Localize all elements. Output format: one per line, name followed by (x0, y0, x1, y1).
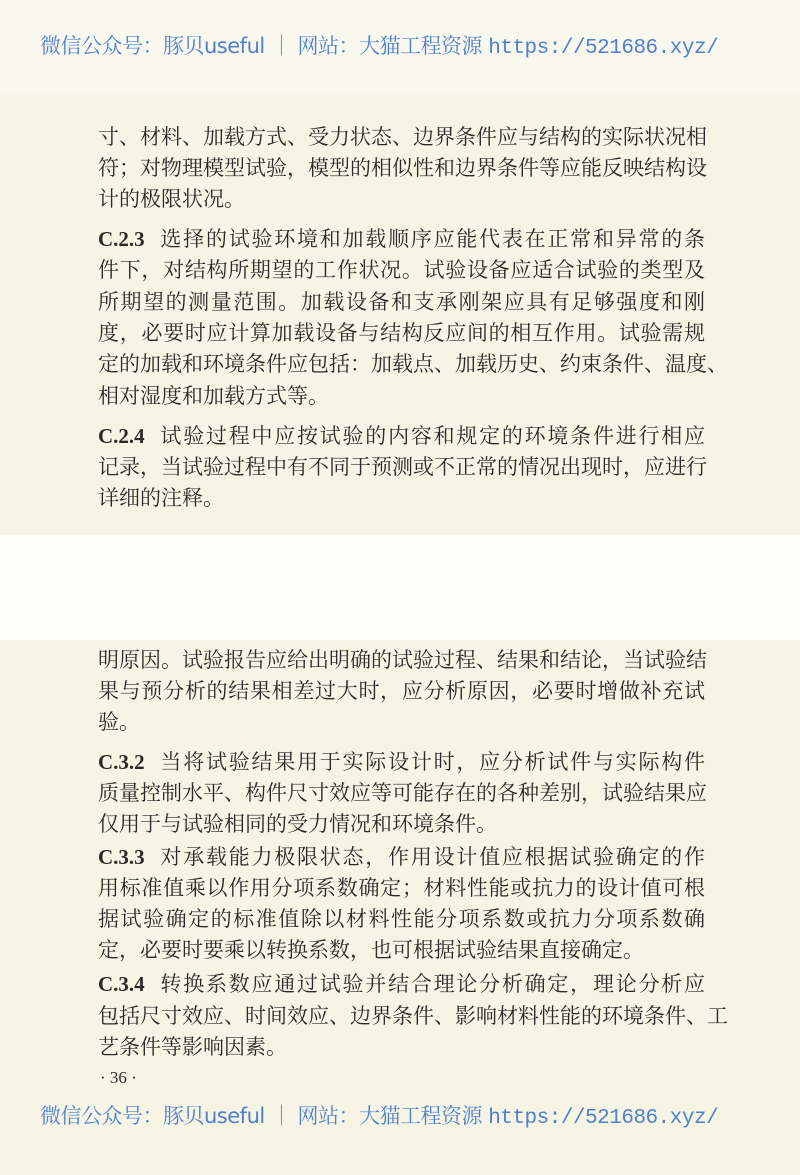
text-line (98, 971, 705, 997)
text-line (98, 485, 705, 511)
watermark-text: 微信公众号：豚贝useful ｜ 网站：大猫工程资源 (40, 1104, 489, 1128)
text-line (98, 320, 705, 346)
line-text: 试验过程中应按试验的内容和规定的环境条件进行相应 (158, 424, 705, 448)
page-number: · 36 · (100, 1068, 137, 1087)
text-line (98, 124, 705, 150)
clause-number: C.3.4 (98, 972, 145, 996)
text-line (98, 226, 705, 252)
text-line (98, 749, 705, 775)
text-line (98, 423, 705, 449)
text-line (98, 351, 728, 377)
text-line (98, 875, 705, 901)
text-line (98, 257, 705, 283)
watermark-url: https://521686.xyz/ (488, 1107, 719, 1130)
clause-number: C.3.3 (98, 845, 145, 869)
line-text: 度，必要时应计算加载设备与结构反应间的相互作用。试验需规 (98, 321, 705, 345)
watermark-bottom (40, 1100, 770, 1130)
text-line (98, 1003, 728, 1029)
line-text: 转换系数应通过试验并结合理论分析确定，理论分析应 (158, 972, 705, 996)
text-line (98, 937, 705, 963)
line-text: 寸、材料、加载方式、受力状态、边界条件应与结构的实际状况相 (98, 125, 707, 149)
line-text: 相对湿度和加载方式等。 (98, 384, 329, 408)
line-text: 当将试验结果用于实际设计时，应分析试件与实际构件 (158, 750, 705, 774)
text-line (98, 289, 705, 315)
line-text: 仅用于与试验相同的受力情况和环境条件。 (98, 812, 497, 836)
line-text: 对承载能力极限状态，作用设计值应根据试验确定的作 (158, 845, 705, 869)
text-line (98, 906, 705, 932)
text-line (98, 678, 705, 704)
line-text: 记录，当试验过程中有不同于预测或不正常的情况出现时，应进行 (98, 455, 707, 479)
blank-band (0, 535, 800, 640)
watermark-top (40, 30, 770, 60)
line-text: 定的加载和环境条件应包括：加载点、加载历史、约束条件、温度、 (98, 352, 728, 376)
line-text: 件下，对结构所期望的工作状况。试验设备应适合试验的类型及 (98, 258, 705, 282)
text-line (98, 811, 705, 837)
text-line (98, 155, 705, 181)
text-line (98, 647, 705, 673)
text-line (98, 1034, 705, 1060)
clause-number: C.2.4 (98, 424, 145, 448)
line-text: 符；对物理模型试验，模型的相似性和边界条件等应能反映结构设 (98, 156, 707, 180)
line-text: 据试验确定的标准值除以材料性能分项系数或抗力分项系数确 (98, 907, 705, 931)
line-text: 明原因。试验报告应给出明确的试验过程、结果和结论，当试验结 (98, 648, 707, 672)
clause-number: C.2.3 (98, 227, 145, 251)
line-text: 定，必要时要乘以转换系数，也可根据试验结果直接确定。 (98, 938, 644, 962)
line-text: 果与预分析的结果相差过大时，应分析原因，必要时增做补充试 (98, 679, 705, 703)
text-line (98, 383, 705, 409)
text-line (98, 709, 705, 735)
line-text: 所期望的测量范围。加载设备和支承刚架应具有足够强度和刚 (98, 290, 705, 314)
clause-number: C.3.2 (98, 750, 145, 774)
line-text: 质量控制水平、构件尺寸效应等可能存在的各种差别，试验结果应 (98, 781, 707, 805)
watermark-url: https://521686.xyz/ (488, 37, 719, 60)
text-line (98, 186, 705, 212)
line-text: 艺条件等影响因素。 (98, 1035, 287, 1059)
text-line (98, 454, 705, 480)
line-text: 计的极限状况。 (98, 187, 245, 211)
line-text: 详细的注释。 (98, 486, 224, 510)
line-text: 用标准值乘以作用分项系数确定；材料性能或抗力的设计值可根 (98, 876, 705, 900)
line-text: 选择的试验环境和加载顺序应能代表在正常和异常的条 (158, 227, 705, 251)
text-line (98, 844, 705, 870)
text-line (98, 780, 705, 806)
watermark-text: 微信公众号：豚贝useful ｜ 网站：大猫工程资源 (40, 34, 489, 58)
line-text: 验。 (98, 710, 140, 734)
line-text: 包括尺寸效应、时间效应、边界条件、影响材料性能的环境条件、工 (98, 1004, 728, 1028)
